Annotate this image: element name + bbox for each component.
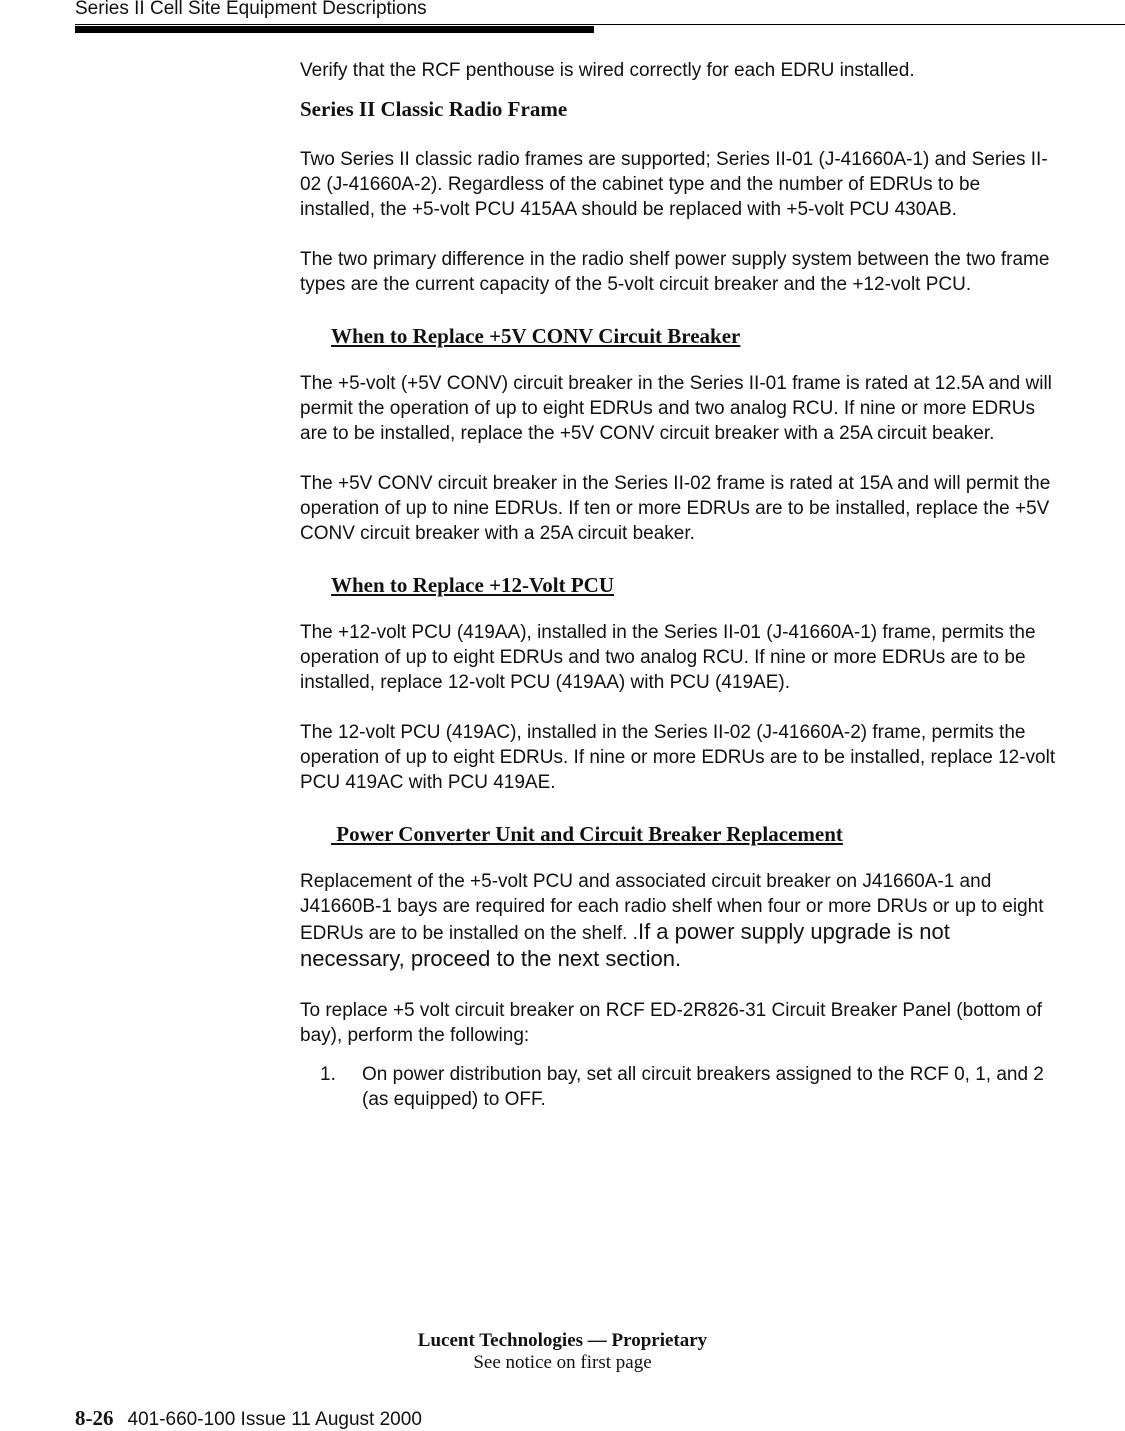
paragraph-5v-breaker-02: The +5V CONV circuit breaker in the Series II-02 frame is rated at 15A and will permit the operation of up to nine EDRUs. If ten or more EDRUs are to be installed, replace the +5V CONV circuit breaker with a 25A circuit beaker. <box>300 473 1051 544</box>
paragraph-5v-breaker-01: The +5-volt (+5V CONV) circuit breaker in the Series II-01 frame is rated at 12.5A and will permit the operation of up to eight EDRUs and two analog RCU. If nine or more EDRUs are to be installed, replace the +5V CONV circuit breaker with a 25A circuit beaker. <box>300 373 1052 444</box>
page-number: 8-26 <box>75 1406 114 1430</box>
subheading-5v-breaker: When to Replace +5V CONV Circuit Breaker <box>331 324 741 348</box>
intro-paragraph: Verify that the RCF penthouse is wired correctly for each EDRU installed. <box>300 60 915 81</box>
footer-page-info <box>75 1406 422 1431</box>
paragraph-pcu-replacement <box>300 869 1060 973</box>
procedure-steps <box>300 1062 1060 1112</box>
paragraph-12v-pcu-02: The 12-volt PCU (419AC), installed in the Series II-02 (J-41660A-2) frame, permits the operation of up to eight EDRUs. If nine or more EDRUs are to be installed, replace 12-volt PCU 419AC with PCU 419AE. <box>300 722 1056 793</box>
upgrade-not-necessary-text: If a power supply upgrade is not necessary, proceed to the next section. <box>300 919 950 971</box>
running-header-title: Series II Cell Site Equipment Descriptions <box>75 0 427 19</box>
step-number: 1. <box>320 1064 336 1085</box>
step-text: On power distribution bay, set all circuit breakers assigned to the RCF 0, 1, and 2 (as equipped) to OFF. <box>362 1064 1044 1110</box>
header-rule-thin <box>75 24 1125 25</box>
paragraph-replace-procedure: To replace +5 volt circuit breaker on RCF ED-2R826-31 Circuit Breaker Panel (bottom of bay), perform the following: <box>300 1000 1042 1046</box>
footer-company: Lucent Technologies — Proprietary <box>417 1330 708 1351</box>
subheading-pcu-replacement: Power Converter Unit and Circuit Breaker Replacement <box>331 822 843 846</box>
paragraph-primary-difference: The two primary difference in the radio shelf power supply system between the two frame types are the current capacity of the 5-volt circuit breaker and the +12-volt PCU. <box>300 249 1050 295</box>
paragraph-12v-pcu-01: The +12-volt PCU (419AA), installed in the Series II-01 (J-41660A-1) frame, permits the operation of up to eight EDRUs and two analog RCU. If nine or more EDRUs are to be installed, replace 12-volt PCU (419AA) with PCU (419AE). <box>300 622 1036 693</box>
section-heading: Series II Classic Radio Frame <box>300 97 568 121</box>
subheading-12v-pcu: When to Replace +12-Volt PCU <box>331 573 614 597</box>
page-body <box>300 58 1060 1112</box>
doc-info: 401-660-100 Issue 11 August 2000 <box>127 1409 422 1430</box>
procedure-step <box>300 1062 1060 1112</box>
pcu-replacement-text: Replacement of the +5-volt PCU and associated circuit breaker on J41660A-1 and J41660B-1 bays are required for each radio shelf when four or more DRUs or up to eight EDRUs are to be installed on the shelf. . <box>300 871 1044 944</box>
paragraph-frames-supported: Two Series II classic radio frames are supported; Series II-01 (J-41660A-1) and Series II-02 (J-41660A-2). Regardless of the cabinet type and the number of EDRUs to be installed, the +5-volt PCU 415AA should be replaced with +5-volt PCU 430AB. <box>300 149 1048 220</box>
header-rule-thick <box>75 26 594 33</box>
footer-notice: See notice on first page <box>473 1352 652 1373</box>
